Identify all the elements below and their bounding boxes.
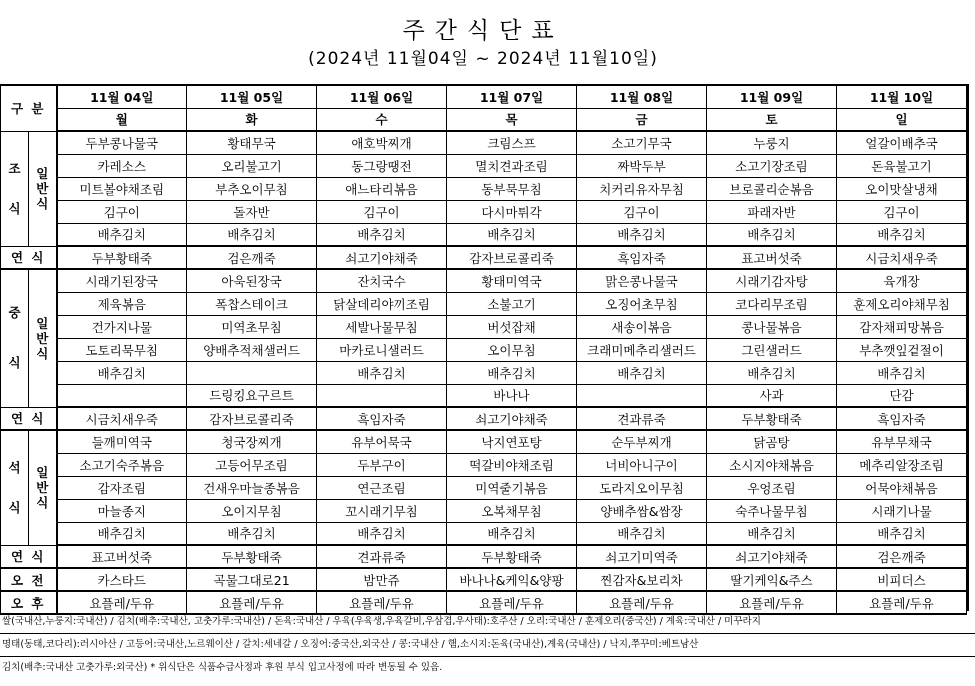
origin-note: 김치(배추:국내산 고춧가루:외국산) * 위식단은 식품수급사정과 후원 부식 입고사정에 따라 변동될 수 있음.: [2, 662, 443, 673]
menu-cell: 미역줄기볶음: [447, 476, 577, 499]
menu-cell: 배추김치: [577, 223, 707, 246]
menu-cell: 배추김치: [317, 522, 447, 545]
day-cell: 월: [57, 108, 187, 131]
menu-cell: 폭찹스테이크: [187, 292, 317, 315]
origin-note: 쌀(국내산,누룽지:국내산) / 김치(배추:국내산, 고춧가루:국내산) / 돈육:국내산 / 우육(우육생,우육갈비,우삼겹,우사태):호주산 / 오리:국내산 / 훈제오리(중국산) / 계육:국내산 / 미꾸라지: [0, 611, 975, 634]
menu-cell: 육개장: [837, 269, 967, 292]
dinner-row: [1, 453, 967, 476]
date-header-row: [1, 85, 967, 108]
menu-cell: 어묵야채볶음: [837, 476, 967, 499]
menu-cell: 오이무침: [447, 338, 577, 361]
breakfast-soft-row: [1, 246, 967, 269]
menu-cell: 오이맛살냉채: [837, 177, 967, 200]
menu-cell: 표고버섯죽: [57, 545, 187, 568]
menu-cell: 숙주나물무침: [707, 499, 837, 522]
menu-cell: 잔치국수: [317, 269, 447, 292]
soft-diet-label: 연 식: [1, 246, 57, 269]
menu-cell: 우엉조림: [707, 476, 837, 499]
menu-cell: 크래미메추리샐러드: [577, 338, 707, 361]
day-cell: 토: [707, 108, 837, 131]
menu-cell: 카레소스: [57, 154, 187, 177]
menu-cell: 애느타리볶음: [317, 177, 447, 200]
menu-cell: 닭살데리야끼조림: [317, 292, 447, 315]
date-range-subtitle: (2024년 11월04일 ~ 2024년 11월10일): [308, 49, 658, 69]
table-right-border: [966, 84, 969, 611]
menu-cell: 요플레/두유: [57, 591, 187, 614]
dinner-row: [1, 430, 967, 453]
dinner-row: [1, 476, 967, 499]
date-cell: 11월 06일: [317, 85, 447, 108]
menu-cell: 요플레/두유: [317, 591, 447, 614]
menu-cell: 표고버섯죽: [707, 246, 837, 269]
menu-cell: 배추김치: [707, 223, 837, 246]
menu-cell: 멸치견과조림: [447, 154, 577, 177]
menu-cell: 미역초무침: [187, 315, 317, 338]
menu-cell: 감자조림: [57, 476, 187, 499]
menu-cell: 배추김치: [187, 223, 317, 246]
menu-cell: 떡갈비야채조림: [447, 453, 577, 476]
menu-cell: 동그랑땡전: [317, 154, 447, 177]
menu-cell: 황태무국: [187, 131, 317, 154]
menu-cell: 얼갈이배추국: [837, 131, 967, 154]
menu-cell: 황태미역국: [447, 269, 577, 292]
date-cell: 11월 09일: [707, 85, 837, 108]
menu-cell: 소불고기: [447, 292, 577, 315]
ilban-label: 일반식: [29, 131, 57, 246]
menu-cell: 고등어무조림: [187, 453, 317, 476]
menu-cell: 메추리알장조림: [837, 453, 967, 476]
menu-cell: 두부황태죽: [447, 545, 577, 568]
menu-cell: 흑임자죽: [317, 407, 447, 430]
menu-cell: 감자브로콜리죽: [187, 407, 317, 430]
day-cell: 수: [317, 108, 447, 131]
lunch-label: 중식: [1, 269, 29, 407]
menu-cell: 쇠고기야채죽: [707, 545, 837, 568]
menu-cell: 너비아니구이: [577, 453, 707, 476]
menu-cell: 시금치새우죽: [57, 407, 187, 430]
menu-cell: 김구이: [317, 200, 447, 223]
menu-cell: 꼬시래기무침: [317, 499, 447, 522]
menu-cell: 연근조림: [317, 476, 447, 499]
menu-cell: 유부어묵국: [317, 430, 447, 453]
menu-cell: 배추김치: [577, 361, 707, 384]
menu-cell: [187, 361, 317, 384]
menu-cell: 두부황태죽: [187, 545, 317, 568]
soft-diet-label: 연 식: [1, 407, 57, 430]
menu-cell: 비피더스: [837, 568, 967, 591]
title-block: [0, 0, 966, 84]
menu-cell: [57, 384, 187, 407]
menu-cell: 배추김치: [447, 223, 577, 246]
menu-cell: 요플레/두유: [577, 591, 707, 614]
dinner-row: [1, 499, 967, 522]
menu-cell: 감자브로콜리죽: [447, 246, 577, 269]
menu-cell: 배추김치: [187, 522, 317, 545]
menu-cell: [317, 384, 447, 407]
menu-cell: 도라지오이무침: [577, 476, 707, 499]
breakfast-row: [1, 177, 967, 200]
ilban-label: 일반식: [29, 269, 57, 407]
menu-cell: 배추김치: [447, 522, 577, 545]
menu-cell: 배추김치: [57, 522, 187, 545]
menu-cell: 미트볼야채조림: [57, 177, 187, 200]
dinner-soft-row: [1, 545, 967, 568]
soft-diet-label: 연 식: [1, 545, 57, 568]
menu-cell: 시래기감자탕: [707, 269, 837, 292]
menu-cell: 파래자반: [707, 200, 837, 223]
menu-cell: 건가지나물: [57, 315, 187, 338]
menu-cell: 밤만쥬: [317, 568, 447, 591]
menu-cell: 치커리유자무침: [577, 177, 707, 200]
menu-cell: 크림스프: [447, 131, 577, 154]
menu-cell: 시금치새우죽: [837, 246, 967, 269]
menu-cell: 양배추적채샐러드: [187, 338, 317, 361]
menu-cell: 두부콩나물국: [57, 131, 187, 154]
menu-cell: 소고기무국: [577, 131, 707, 154]
menu-cell: 콩나물볶음: [707, 315, 837, 338]
menu-cell: [577, 384, 707, 407]
menu-cell: 요플레/두유: [707, 591, 837, 614]
dinner-row: [1, 522, 967, 545]
menu-cell: 배추김치: [837, 522, 967, 545]
menu-cell: 배추김치: [837, 361, 967, 384]
menu-cell: 오징어초무침: [577, 292, 707, 315]
menu-cell: 제육볶음: [57, 292, 187, 315]
menu-cell: 요플레/두유: [837, 591, 967, 614]
menu-cell: 견과류죽: [317, 545, 447, 568]
menu-cell: 배추김치: [577, 522, 707, 545]
menu-cell: 견과류죽: [577, 407, 707, 430]
menu-cell: 부추오이무침: [187, 177, 317, 200]
menu-cell: 카스타드: [57, 568, 187, 591]
menu-cell: 검은깨죽: [837, 545, 967, 568]
menu-cell: 도토리묵무침: [57, 338, 187, 361]
menu-cell: 세발나물무침: [317, 315, 447, 338]
breakfast-row: [1, 131, 967, 154]
menu-cell: 검은깨죽: [187, 246, 317, 269]
origin-notes: [0, 611, 975, 680]
morning-snack-label: 오 전: [1, 568, 57, 591]
lunch-row: [1, 361, 967, 384]
menu-cell: 요플레/두유: [187, 591, 317, 614]
menu-cell: 닭곰탕: [707, 430, 837, 453]
breakfast-row: [1, 223, 967, 246]
morning-snack-row: [1, 568, 967, 591]
menu-cell: 소고기장조림: [707, 154, 837, 177]
menu-cell: 낙지연포탕: [447, 430, 577, 453]
date-cell: 11월 08일: [577, 85, 707, 108]
date-cell: 11월 07일: [447, 85, 577, 108]
menu-cell: 누룽지: [707, 131, 837, 154]
menu-cell: 유부무채국: [837, 430, 967, 453]
menu-cell: 오복채무침: [447, 499, 577, 522]
menu-cell: 돌자반: [187, 200, 317, 223]
menu-cell: 두부황태죽: [707, 407, 837, 430]
menu-cell: 흑임자죽: [577, 246, 707, 269]
menu-cell: 요플레/두유: [447, 591, 577, 614]
menu-cell: 바나나: [447, 384, 577, 407]
day-cell: 목: [447, 108, 577, 131]
date-cell: 11월 04일: [57, 85, 187, 108]
lunch-row: [1, 292, 967, 315]
menu-cell: 아욱된장국: [187, 269, 317, 292]
menu-cell: 드링킹요구르트: [187, 384, 317, 407]
lunch-row: [1, 269, 967, 292]
menu-cell: 브로콜리순볶음: [707, 177, 837, 200]
menu-cell: 단감: [837, 384, 967, 407]
menu-cell: 바나나&케익&양팡: [447, 568, 577, 591]
origin-note: 명태(동태,코다리):러시아산 / 고등어:국내산,노르웨이산 / 갈치:세네갈 / 오징어:중국산,외국산 / 콩:국내산 / 햄,소시지:돈육(국내산),계육(국내산) / 낙지,쭈꾸미:베트남산: [0, 634, 975, 657]
menu-cell: 시래기된장국: [57, 269, 187, 292]
menu-cell: 딸기케익&주스: [707, 568, 837, 591]
menu-cell: 소고기숙주볶음: [57, 453, 187, 476]
menu-cell: 김구이: [577, 200, 707, 223]
menu-cell: 코다리무조림: [707, 292, 837, 315]
menu-cell: 다시마튀각: [447, 200, 577, 223]
menu-cell: 배추김치: [57, 223, 187, 246]
menu-cell: 마카로니샐러드: [317, 338, 447, 361]
menu-cell: 오리불고기: [187, 154, 317, 177]
gubun-label: 구 분: [1, 85, 57, 131]
day-header-row: [1, 108, 967, 131]
menu-cell: 흑임자죽: [837, 407, 967, 430]
dinner-label: 석식: [1, 430, 29, 545]
menu-cell: 배추김치: [447, 361, 577, 384]
menu-cell: 배추김치: [837, 223, 967, 246]
menu-cell: 배추김치: [57, 361, 187, 384]
menu-cell: 쇠고기야채죽: [447, 407, 577, 430]
menu-cell: 훈제오리야채무침: [837, 292, 967, 315]
menu-cell: 동부묵무침: [447, 177, 577, 200]
menu-cell: 새송이볶음: [577, 315, 707, 338]
menu-cell: 청국장찌개: [187, 430, 317, 453]
menu-cell: 시래기나물: [837, 499, 967, 522]
menu-cell: 맑은콩나물국: [577, 269, 707, 292]
menu-cell: 돈육불고기: [837, 154, 967, 177]
lunch-soft-row: [1, 407, 967, 430]
breakfast-row: [1, 200, 967, 223]
menu-cell: 두부구이: [317, 453, 447, 476]
menu-cell: 버섯잡채: [447, 315, 577, 338]
lunch-row: [1, 338, 967, 361]
afternoon-snack-label: 오 후: [1, 591, 57, 614]
weekly-menu-table: [0, 84, 967, 615]
menu-cell: 배추김치: [317, 361, 447, 384]
menu-cell: 마늘종지: [57, 499, 187, 522]
menu-cell: 그린샐러드: [707, 338, 837, 361]
menu-cell: 배추김치: [317, 223, 447, 246]
menu-cell: 쇠고기미역죽: [577, 545, 707, 568]
menu-cell: 양배추쌈&쌈장: [577, 499, 707, 522]
page-title: 주간식단표: [402, 18, 564, 44]
day-cell: 화: [187, 108, 317, 131]
day-cell: 일: [837, 108, 967, 131]
menu-cell: 감자채피망볶음: [837, 315, 967, 338]
menu-cell: 오이지무침: [187, 499, 317, 522]
breakfast-row: [1, 154, 967, 177]
date-cell: 11월 10일: [837, 85, 967, 108]
menu-cell: 곡물그대로21: [187, 568, 317, 591]
menu-cell: 사과: [707, 384, 837, 407]
menu-cell: 배추김치: [707, 361, 837, 384]
menu-cell: 소시지야채볶음: [707, 453, 837, 476]
ilban-label: 일반식: [29, 430, 57, 545]
menu-cell: 들깨미역국: [57, 430, 187, 453]
menu-cell: 순두부찌개: [577, 430, 707, 453]
lunch-row: [1, 384, 967, 407]
menu-cell: 부추깻잎겉절이: [837, 338, 967, 361]
menu-cell: 건새우마늘종볶음: [187, 476, 317, 499]
menu-cell: 애호박찌개: [317, 131, 447, 154]
menu-cell: 두부황태죽: [57, 246, 187, 269]
menu-cell: 김구이: [57, 200, 187, 223]
date-cell: 11월 05일: [187, 85, 317, 108]
breakfast-label: 조식: [1, 131, 29, 246]
lunch-row: [1, 315, 967, 338]
menu-cell: 김구이: [837, 200, 967, 223]
menu-cell: 배추김치: [707, 522, 837, 545]
day-cell: 금: [577, 108, 707, 131]
menu-cell: 짜박두부: [577, 154, 707, 177]
menu-cell: 쇠고기야채죽: [317, 246, 447, 269]
menu-cell: 찐감자&보리차: [577, 568, 707, 591]
